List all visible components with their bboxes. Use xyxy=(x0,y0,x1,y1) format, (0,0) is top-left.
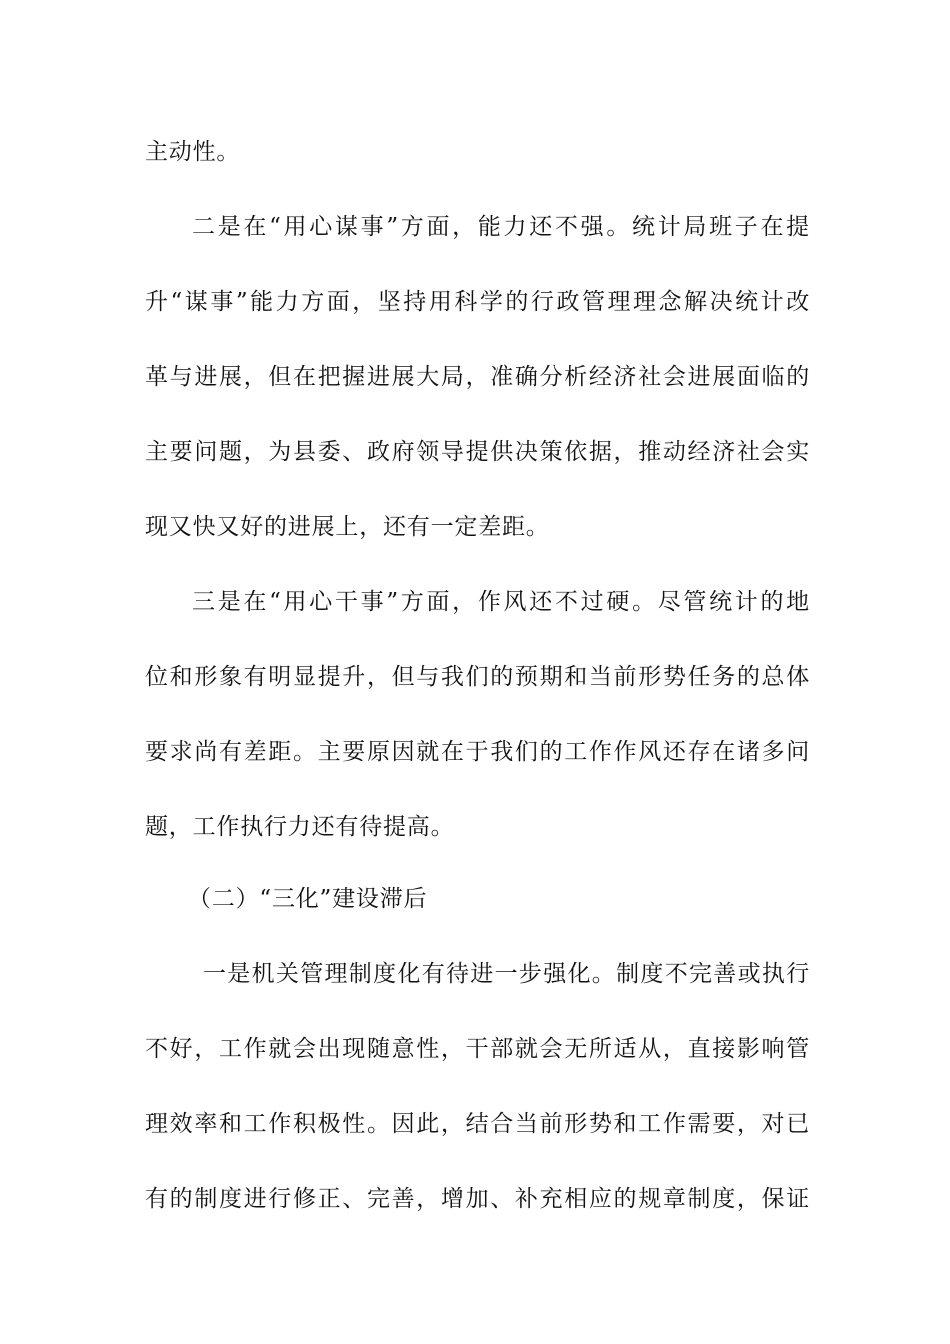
text-line: 要求尚有差距。主要原因就在于我们的工作作风还存在诸多问 xyxy=(145,739,810,765)
text-line: 位和形象有明显提升，但与我们的预期和当前形势任务的总体 xyxy=(145,664,810,690)
text-line: 主动性。 xyxy=(145,139,241,165)
text-line: 革与进展，但在把握进展大局，准确分析经济社会进展面临的 xyxy=(145,364,810,390)
text-line: 题，工作执行力还有待提高。 xyxy=(145,814,455,840)
text-line: 不好，工作就会出现随意性，干部就会无所适从，直接影响管 xyxy=(145,1036,810,1062)
text-line: 理效率和工作积极性。因此，结合当前形势和工作需要，对已 xyxy=(145,1111,810,1137)
paragraph-start-line: 二是在“用心谋事”方面，能力还不强。统计局班子在提 xyxy=(192,214,810,240)
paragraph-start-line: 三是在“用心干事”方面，作风还不过硬。尽管统计的地 xyxy=(192,589,810,615)
section-heading: （二）“三化”建设滞后 xyxy=(188,886,428,912)
text-line: 主要问题，为县委、政府领导提供决策依据，推动经济社会实 xyxy=(145,439,810,465)
text-line: 升“谋事”能力方面，坚持用科学的行政管理理念解决统计改 xyxy=(145,289,810,315)
text-line: 现又快又好的进展上，还有一定差距。 xyxy=(145,514,550,540)
paragraph-start-line: 一是机关管理制度化有待进一步强化。制度不完善或执行 xyxy=(203,961,810,987)
text-line: 有的制度进行修正、完善，增加、补充相应的规章制度，保证 xyxy=(145,1186,810,1212)
